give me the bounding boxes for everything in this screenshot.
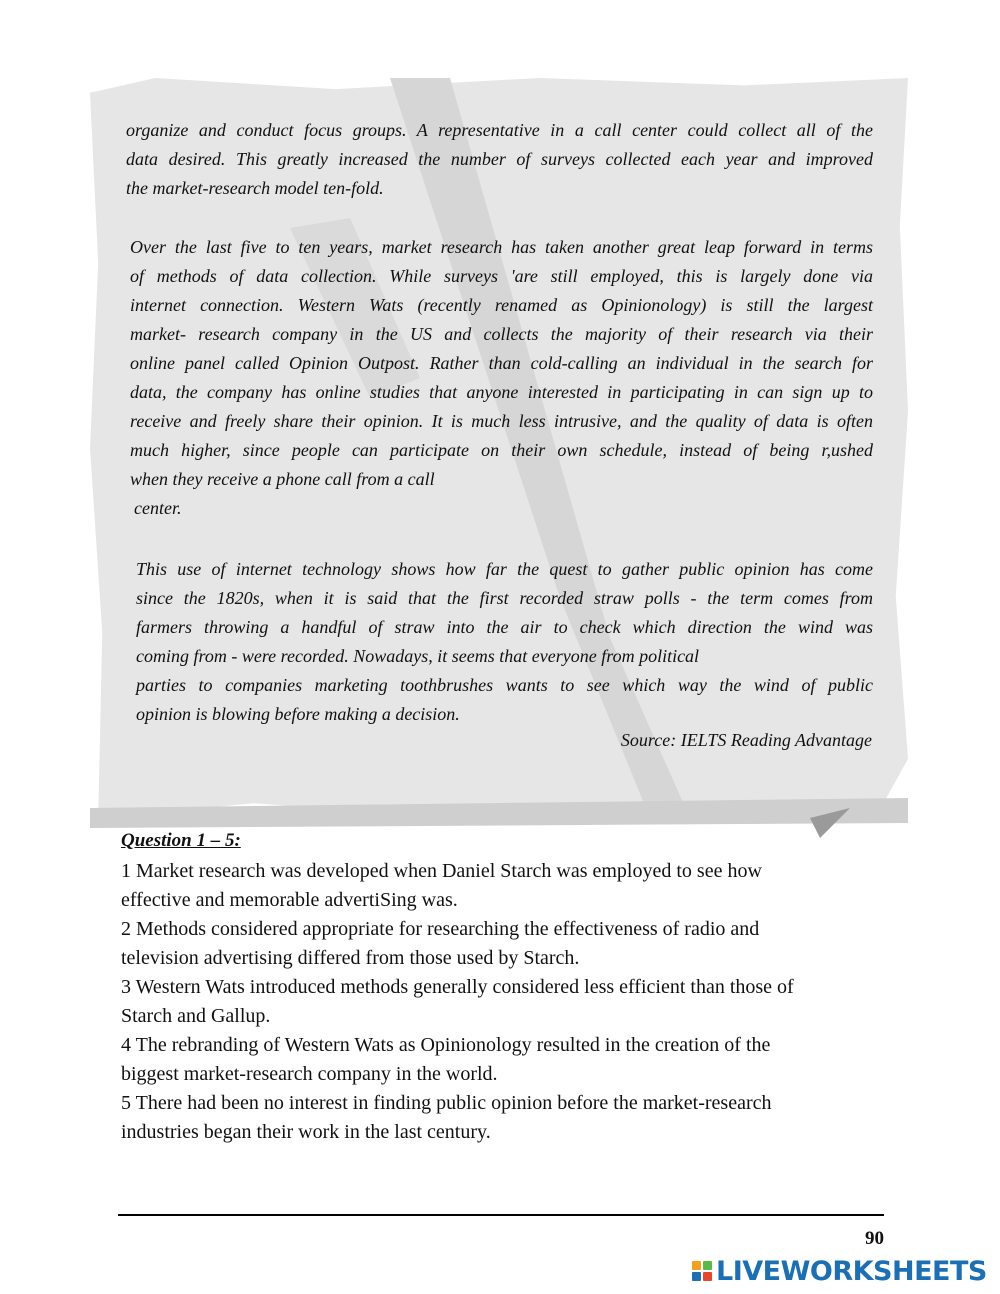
passage-line: Over the last five to ten years, market research has taken another great leap forward in terms xyxy=(130,237,873,257)
question-line: 1 Market research was developed when Daniel Starch was employed to see how xyxy=(121,860,762,882)
passage-line: much higher, since people can participate on their own schedule, instead of being r,ushed xyxy=(130,440,873,460)
question-line: 2 Methods considered appropriate for researching the effectiveness of radio and xyxy=(121,918,760,940)
passage-line: data, the company has online studies that anyone interested in participating in can sign up to xyxy=(130,382,873,402)
passage-line: parties to companies marketing toothbrushes wants to see which way the wind of public xyxy=(136,675,873,695)
questions-list xyxy=(121,857,911,1147)
passage-line: market- research company in the US and collects the majority of their research via their xyxy=(130,324,873,344)
question-line: industries began their work in the last century. xyxy=(121,1121,491,1143)
passage-line: the market-research model ten-fold. xyxy=(126,178,384,198)
passage-line: since the 1820s, when it is said that the first recorded straw polls - the term comes from xyxy=(136,588,873,608)
passage-line: farmers throwing a handful of straw into the air to check which direction the wind was xyxy=(136,617,873,637)
logo-text: LIVEWORKSHEETS xyxy=(716,1255,987,1287)
logo-icon xyxy=(692,1261,712,1281)
passage-paragraph-2 xyxy=(130,233,873,523)
passage-line: receive and freely share their opinion. It is much less intrusive, and the quality of data is often xyxy=(130,411,873,431)
passage-paragraph-3 xyxy=(136,555,873,729)
passage-line: data desired. This greatly increased the number of surveys collected each year and improved xyxy=(126,149,873,169)
passage-paragraph-1 xyxy=(126,116,873,203)
question-line: 4 The rebranding of Western Wats as Opinionology resulted in the creation of the xyxy=(121,1034,771,1056)
passage-line: center. xyxy=(134,498,182,518)
passage-line: This use of internet technology shows how far the quest to gather public opinion has come xyxy=(136,559,873,579)
passage-line: of methods of data collection. While surveys 'are still employed, this is largely done via xyxy=(130,266,873,286)
passage-source: Source: IELTS Reading Advantage xyxy=(620,730,872,750)
passage-line: online panel called Opinion Outpost. Rather than cold-calling an individual in the search for xyxy=(130,353,873,373)
passage-line: organize and conduct focus groups. A representative in a call center could collect all of the xyxy=(126,120,873,140)
question-line: 3 Western Wats introduced methods generally considered less efficient than those of xyxy=(121,976,794,998)
passage-line: internet connection. Western Wats (recently renamed as Opinionology) is still the largest xyxy=(130,295,873,315)
footer-divider xyxy=(118,1214,884,1216)
passage-line: coming from - were recorded. Nowadays, it seems that everyone from political xyxy=(136,646,700,666)
question-line: Starch and Gallup. xyxy=(121,1005,271,1027)
passage-line: when they receive a phone call from a call xyxy=(130,469,435,489)
liveworksheets-logo[interactable] xyxy=(692,1256,987,1286)
passage-line: opinion is blowing before making a decision. xyxy=(136,704,460,724)
page-number: 90 xyxy=(865,1228,884,1249)
question-line: effective and memorable advertiSing was. xyxy=(121,889,458,911)
question-line: 5 There had been no interest in finding public opinion before the market-research xyxy=(121,1092,772,1114)
question-line: biggest market-research company in the world. xyxy=(121,1063,498,1085)
texture-bottom-edge xyxy=(90,798,908,828)
question-line: television advertising differed from those used by Starch. xyxy=(121,947,580,969)
questions-title: Question 1 – 5: xyxy=(121,830,241,851)
